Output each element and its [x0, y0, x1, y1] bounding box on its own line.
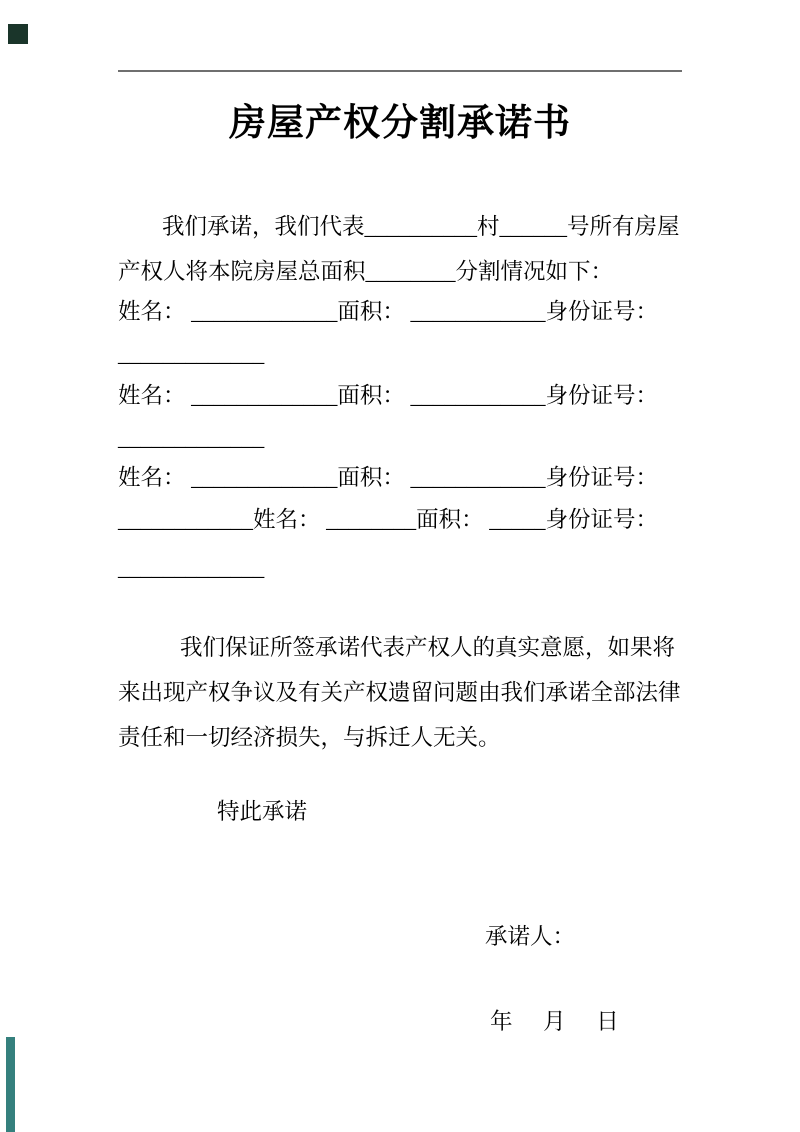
owner-row-4: ____________姓名： ________面积： _____身份证号：: [118, 507, 659, 532]
pledge-line-1: 我们保证所签承诺代表产权人的真实意愿，如果将: [180, 635, 676, 660]
edge-mark: [6, 1037, 15, 1132]
closing-statement: 特此承诺: [217, 799, 308, 824]
pledge-line-2: 来出现产权争议及有关产权遗留问题由我们承诺全部法律: [118, 680, 681, 705]
owner-row-2: 姓名： _____________面积： ____________身份证号：: [118, 383, 659, 408]
date-line: 年 月 日: [490, 1009, 619, 1034]
document-title: 房屋产权分割承诺书: [229, 103, 571, 144]
intro-line-2: 产权人将本院房屋总面积________分割情况如下：: [118, 259, 614, 284]
signer-label: 承诺人：: [485, 924, 576, 949]
owner-row-3: 姓名： _____________面积： ____________身份证号：: [118, 465, 659, 490]
owner-row-2-continuation: _____________: [118, 425, 265, 450]
owner-row-1: 姓名： _____________面积： ____________身份证号：: [118, 299, 659, 324]
owner-row-4-continuation: _____________: [118, 555, 265, 580]
pledge-line-3: 责任和一切经济损失，与拆迁人无关。: [118, 725, 501, 750]
header-divider: [118, 70, 682, 72]
intro-line-1: 我们承诺，我们代表__________村______号所有房屋: [162, 214, 680, 239]
corner-mark: [8, 24, 28, 44]
owner-row-1-continuation: _____________: [118, 341, 265, 366]
